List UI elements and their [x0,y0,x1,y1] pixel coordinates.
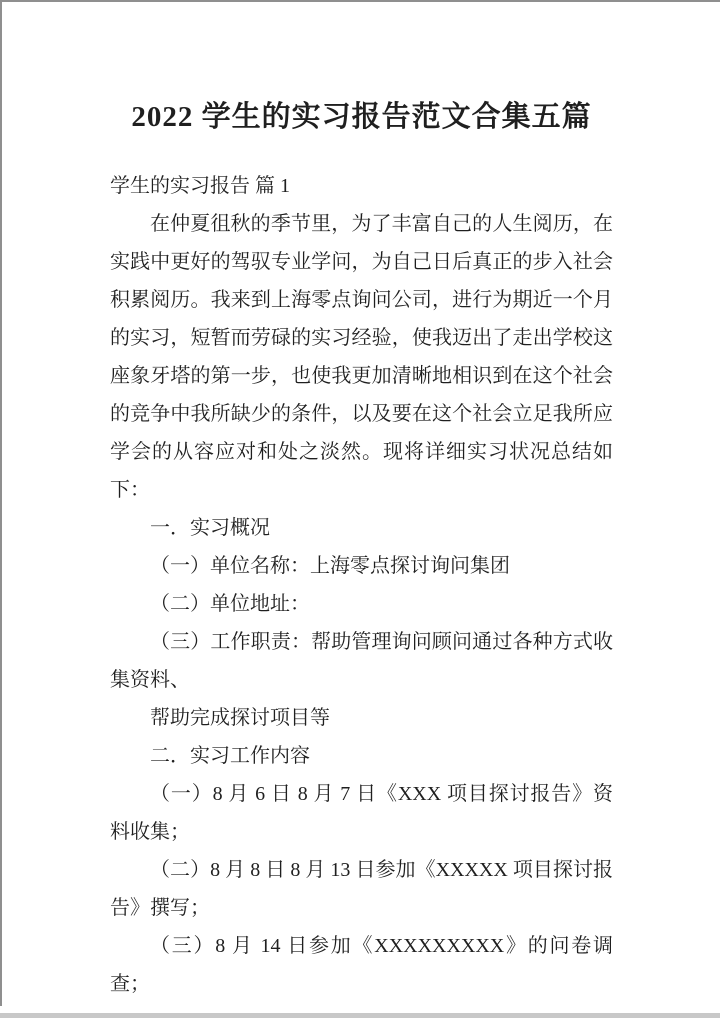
doc-paragraph-intro: 在仲夏徂秋的季节里，为了丰富自己的人生阅历，在实践中更好的驾驭专业学问，为自己日后真正的步入社会积累阅历。我来到上海零点询问公司，进行为期近一个月的实习，短暂而劳碌的实习经验，使我迈出了走出学校这座象牙塔的第一步，也使我更加清晰地相识到在这个社会的竞争中我所缺少的条件，以及要在这个社会立足我所应学会的从容应对和处之淡然。现将详细实习状况总结如下： [110,213,613,501]
document-title: 2022 学生的实习报告范文合集五篇 [131,101,592,133]
doc-list-item-work-3: （三）8 月 14 日参加《XXXXXXXXX》的问卷调查； [110,935,613,995]
page-bottom-edge-strip [0,1013,720,1018]
doc-list-item-job-duty: （三）工作职责：帮助管理询问顾问通过各种方式收集资料、 [110,631,613,691]
doc-heading-section-2: 二．实习工作内容 [150,745,310,767]
doc-list-item-unit-name: （一）单位名称：上海零点探讨询问集团 [150,555,510,577]
doc-list-item-job-duty-cont: 帮助完成探讨项目等 [150,707,330,729]
doc-list-item-work-2: （二）8 月 8 日 8 月 13 日参加《XXXXX 项目探讨报告》撰写； [110,859,613,919]
document-body [110,0,613,1003]
doc-heading-section-1: 一．实习概况 [150,517,270,539]
page-left-edge-line [0,0,2,1006]
document-subtitle: 学生的实习报告 篇 1 [110,175,290,197]
doc-list-item-work-1: （一）8 月 6 日 8 月 7 日《XXX 项目探讨报告》资料收集； [110,783,613,843]
doc-list-item-unit-address: （二）单位地址： [150,593,310,615]
